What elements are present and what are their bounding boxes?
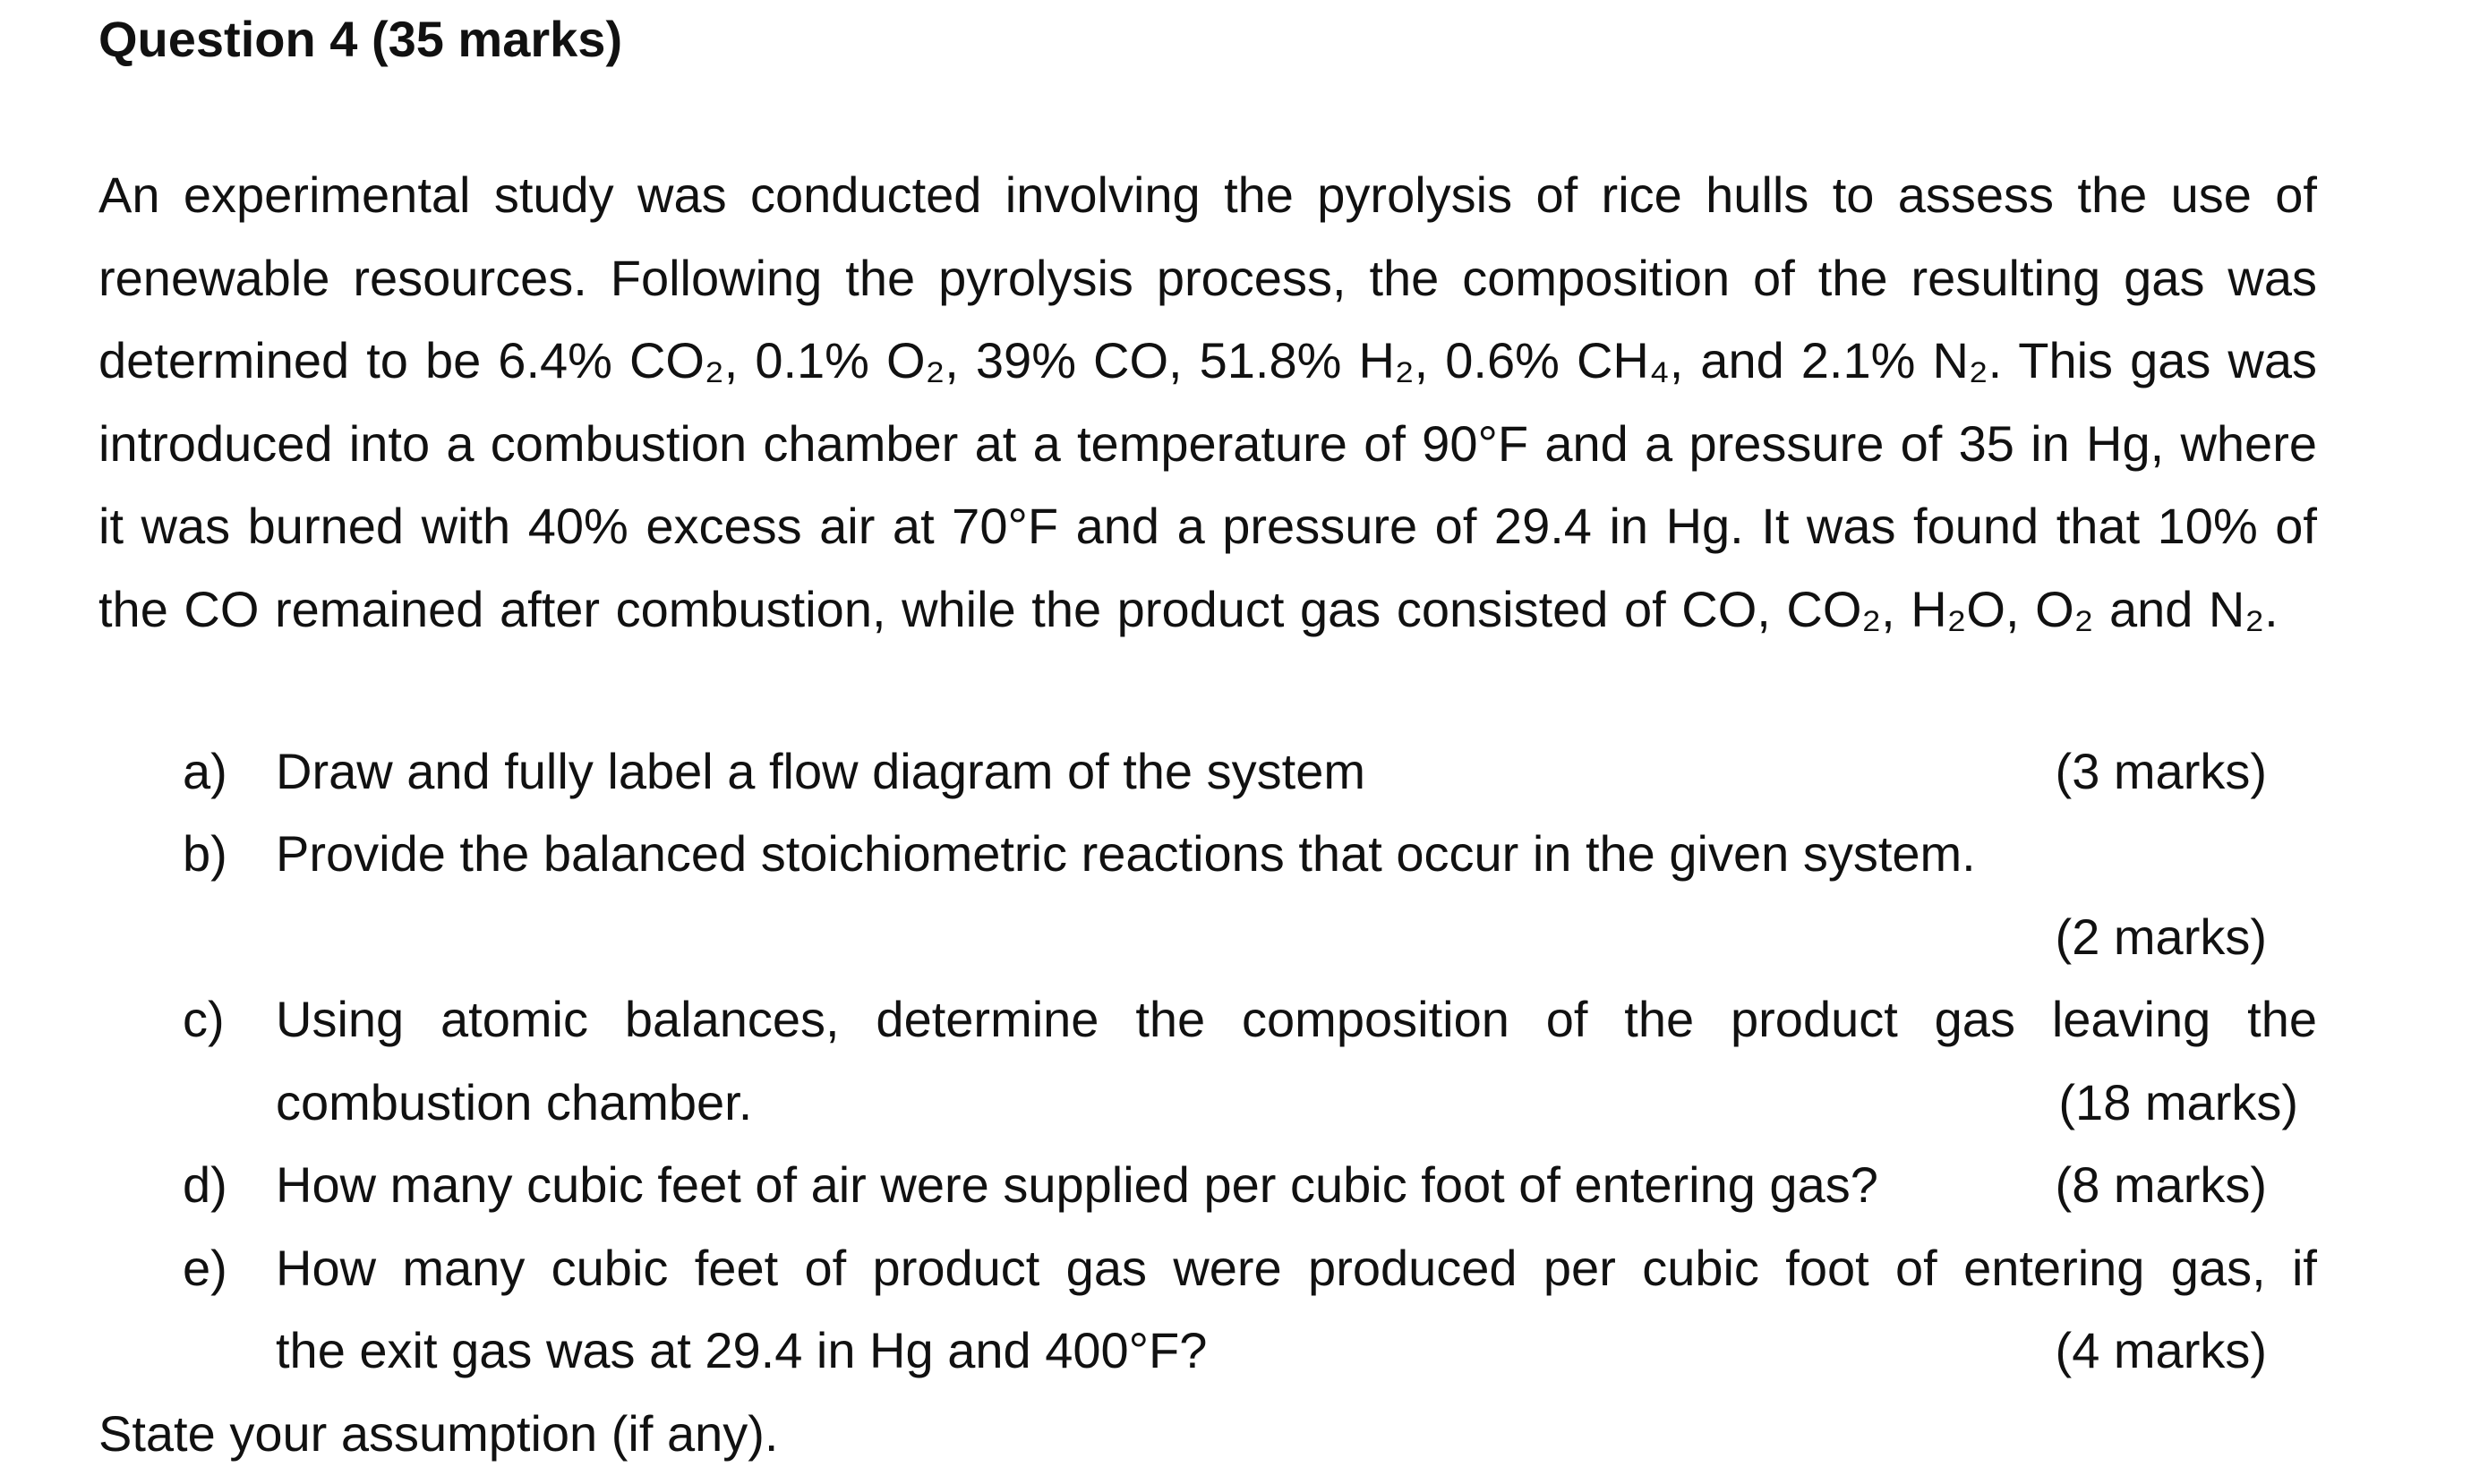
part-e-text-line2: the exit gas was at 29.4 in Hg and 400°F? <box>276 1322 1208 1378</box>
part-a-text: Draw and fully label a flow diagram of the system <box>276 743 1365 799</box>
part-a <box>0 730 2471 813</box>
part-e <box>0 1227 2471 1309</box>
part-a-letter: a) <box>183 743 227 799</box>
part-c-text-line1: Using atomic balances, determine the composition of the product gas leaving the <box>276 991 2317 1047</box>
part-d-letter: d) <box>183 1156 227 1213</box>
part-e-text-line1: How many cubic feet of product gas were produced per cubic foot of entering gas, if <box>276 1240 2317 1296</box>
part-e-letter: e) <box>183 1240 227 1296</box>
part-b <box>0 813 2471 895</box>
part-b-text: Provide the balanced stoichiometric reactions that occur in the given system. <box>276 825 1976 882</box>
part-d-marks: (8 marks) <box>2055 1156 2267 1213</box>
part-e-continuation <box>0 1309 2471 1392</box>
question-heading: Question 4 (35 marks) <box>98 11 623 67</box>
part-b-marks: (2 marks) <box>2055 908 2267 965</box>
question-intro-paragraph: An experimental study was conducted involving the pyrolysis of rice hulls to assess the use of renewable resources. Following the pyrolysis process, the composition of the resulting gas was determined to be 6.4% CO₂, 0.1% O₂, 39% CO, 51.8% H₂, 0.6% CH₄, and 2.1% N₂. This gas was introduced into a combustion chamber at a temperature of 90°F and a pressure of 35 in Hg, where it was burned with 40% excess air at 70°F and a pressure of 29.4 in Hg. It was found that 10% of the CO remained after combustion, while the product gas consisted of CO, CO₂, H₂O, O₂ and N₂. <box>98 166 2317 637</box>
part-c-text-line2: combustion chamber. <box>276 1074 753 1130</box>
part-e-marks: (4 marks) <box>2055 1322 2267 1378</box>
part-d <box>0 1144 2471 1226</box>
part-c-continuation <box>0 1062 2471 1144</box>
part-d-text: How many cubic feet of air were supplied per cubic foot of entering gas? <box>276 1156 1878 1213</box>
part-c-letter: c) <box>183 991 225 1047</box>
part-b-marks-row <box>0 896 2471 978</box>
part-a-marks: (3 marks) <box>2055 743 2267 799</box>
part-c-marks: (18 marks) <box>2058 1074 2298 1130</box>
assumption-note: State your assumption (if any). <box>98 1405 779 1462</box>
part-b-letter: b) <box>183 825 227 882</box>
part-c <box>0 978 2471 1061</box>
